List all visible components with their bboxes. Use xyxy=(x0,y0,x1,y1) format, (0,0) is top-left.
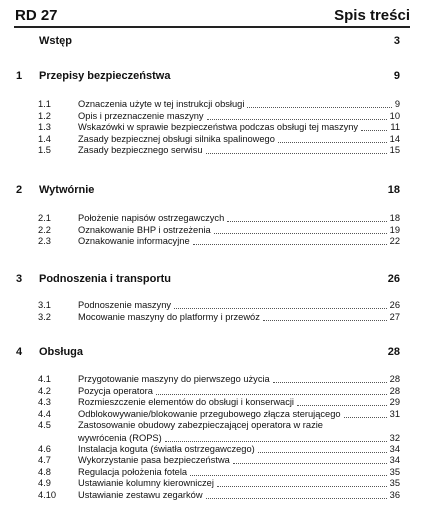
toc-chapter-title: Przepisy bezpieczeństwa xyxy=(39,70,171,82)
toc-section-page: 28 xyxy=(389,374,400,384)
toc-section-title: Przygotowanie maszyny do pierwszego użycia xyxy=(78,374,270,384)
toc-section-title: Położenie napisów ostrzegawczych xyxy=(78,213,225,223)
toc-section-number: 1.4 xyxy=(38,133,51,144)
toc-section-page: 15 xyxy=(389,145,400,156)
toc-section[interactable] xyxy=(38,311,400,324)
dot-leader xyxy=(206,498,387,499)
dot-leader xyxy=(174,308,387,309)
dot-leader xyxy=(297,405,387,406)
dot-leader xyxy=(156,394,387,395)
toc-section-title: Opis i przeznaczenie maszyny xyxy=(78,110,204,121)
toc-section-page: 36 xyxy=(389,490,400,500)
toc-section-page: 19 xyxy=(389,224,400,235)
toc-chapter-number: 4 xyxy=(16,346,23,358)
toc-section-title: Mocowanie maszyny do platformy i przewóz xyxy=(78,311,260,322)
toc-section-page: 27 xyxy=(389,311,400,322)
toc-section-number: 4.10 xyxy=(38,490,57,500)
dot-leader xyxy=(217,486,387,487)
toc-section-number: 4.8 xyxy=(38,466,51,477)
toc-section-title: Zastosowanie obudowy zabezpieczającej operatora w razie xyxy=(78,420,323,431)
toc-chapter-title: Podnoszenia i transportu xyxy=(39,273,172,285)
toc-section-title: Instalacja koguta (światła ostrzegawczego) xyxy=(78,443,255,454)
toc-section-title: Wykorzystanie pasa bezpieczeństwa xyxy=(78,455,230,466)
toc-section[interactable] xyxy=(38,489,400,502)
toc-chapter-number: 1 xyxy=(16,70,23,82)
toc-section-number: 4.6 xyxy=(38,443,51,454)
dot-leader xyxy=(227,221,386,222)
toc-section-number: 1.3 xyxy=(38,122,51,133)
toc-chapter-page: 28 xyxy=(387,346,400,358)
toc-intro-title: Wstęp xyxy=(39,35,72,47)
toc-section-page: 10 xyxy=(389,110,400,121)
toc-chapter-title: Wytwórnie xyxy=(39,184,95,196)
dot-leader xyxy=(207,119,387,120)
toc-section-title: Oznaczenia użyte w tej instrukcji obsługi xyxy=(78,99,245,109)
dot-leader xyxy=(344,417,387,418)
toc-section-page: 9 xyxy=(394,99,400,109)
page-title: Spis treści xyxy=(334,7,410,24)
dot-leader xyxy=(233,463,387,464)
toc-section-page: 11 xyxy=(390,122,400,133)
dot-leader xyxy=(273,382,387,383)
toc-section-number: 4.2 xyxy=(38,385,51,396)
toc-section-page: 28 xyxy=(389,385,400,396)
toc-section-page: 26 xyxy=(389,300,400,310)
toc-section-title: Rozmieszczenie elementów do obsługi i konserwacji xyxy=(78,397,294,408)
toc-section-number: 3.2 xyxy=(38,311,51,322)
dot-leader xyxy=(193,244,387,245)
toc-section-page: 22 xyxy=(389,236,400,247)
toc-section-title: Wskazówki w sprawie bezpieczeństwa podczas obsługi tej maszyny xyxy=(78,122,359,133)
toc-section-title: Zasady bezpiecznej obsługi silnika spalinowego xyxy=(78,133,275,144)
toc-chapter-page: 26 xyxy=(387,273,400,285)
toc-chapter-title: Obsługa xyxy=(39,346,84,358)
toc-section-title: Odblokowywanie/blokowanie przegubowego złącza sterującego xyxy=(78,408,341,419)
toc-section-number: 2.3 xyxy=(38,236,51,247)
toc-section-number: 4.1 xyxy=(38,374,51,384)
toc-section-title: Ustawianie zestawu zegarków xyxy=(78,490,203,500)
dot-leader xyxy=(214,233,387,234)
toc-intro-page: 3 xyxy=(393,35,400,47)
toc-section-title-cont: wywrócenia (ROPS) xyxy=(78,433,162,444)
toc-section-page: 35 xyxy=(389,478,400,489)
toc-chapter-page: 18 xyxy=(387,184,400,196)
dot-leader xyxy=(247,107,391,108)
toc-section-page: 14 xyxy=(389,133,400,144)
toc-chapter[interactable] xyxy=(14,346,400,362)
toc-section[interactable] xyxy=(38,419,400,445)
toc-section-page: 32 xyxy=(389,433,400,444)
toc-section-title: Podnoszenie maszyny xyxy=(78,300,172,310)
toc-section-number: 1.2 xyxy=(38,110,51,121)
toc-section-page: 34 xyxy=(389,443,400,454)
toc-section-page: 35 xyxy=(389,466,400,477)
toc-section-number: 4.3 xyxy=(38,397,51,408)
toc-section-number: 2.2 xyxy=(38,224,51,235)
toc-section-number: 4.7 xyxy=(38,455,51,466)
toc-section-title: Ustawianie kolumny kierowniczej xyxy=(78,478,214,489)
dot-leader xyxy=(278,142,387,143)
toc-section-number: 2.1 xyxy=(38,213,51,223)
toc-chapter-page: 9 xyxy=(393,70,400,82)
toc-section-number: 4.5 xyxy=(38,420,51,431)
toc-section-number: 4.9 xyxy=(38,478,51,489)
toc-section-number: 4.4 xyxy=(38,408,51,419)
dot-leader xyxy=(258,452,387,453)
page-header xyxy=(14,6,410,28)
dot-leader xyxy=(263,320,387,321)
toc-section[interactable] xyxy=(38,144,400,157)
toc-chapter[interactable] xyxy=(14,70,400,86)
toc-section-number: 3.1 xyxy=(38,300,51,310)
document-code: RD 27 xyxy=(15,7,58,24)
toc-chapter-number: 2 xyxy=(16,184,23,196)
toc-section-page: 31 xyxy=(389,408,400,419)
toc-section-page: 34 xyxy=(389,455,400,466)
toc-chapter[interactable] xyxy=(14,273,400,289)
toc-section-title: Zasady bezpiecznego serwisu xyxy=(78,145,203,156)
dot-leader xyxy=(361,130,387,131)
toc-chapter[interactable] xyxy=(14,184,400,200)
toc-intro[interactable] xyxy=(14,35,400,51)
toc-section-page: 29 xyxy=(389,397,400,408)
toc-section-title: Pozycja operatora xyxy=(78,385,153,396)
toc-section-number: 1.5 xyxy=(38,145,51,156)
toc-section-page: 18 xyxy=(389,213,400,223)
toc-section[interactable] xyxy=(38,235,400,248)
toc-section-title: Regulacja położenia fotela xyxy=(78,466,188,477)
toc-chapter-number: 3 xyxy=(16,273,23,285)
toc-section-title: Oznakowanie informacyjne xyxy=(78,236,190,247)
toc-section-number: 1.1 xyxy=(38,99,51,109)
dot-leader xyxy=(190,475,387,476)
dot-leader xyxy=(206,153,387,154)
toc-section-title: Oznakowanie BHP i ostrzeżenia xyxy=(78,224,211,235)
